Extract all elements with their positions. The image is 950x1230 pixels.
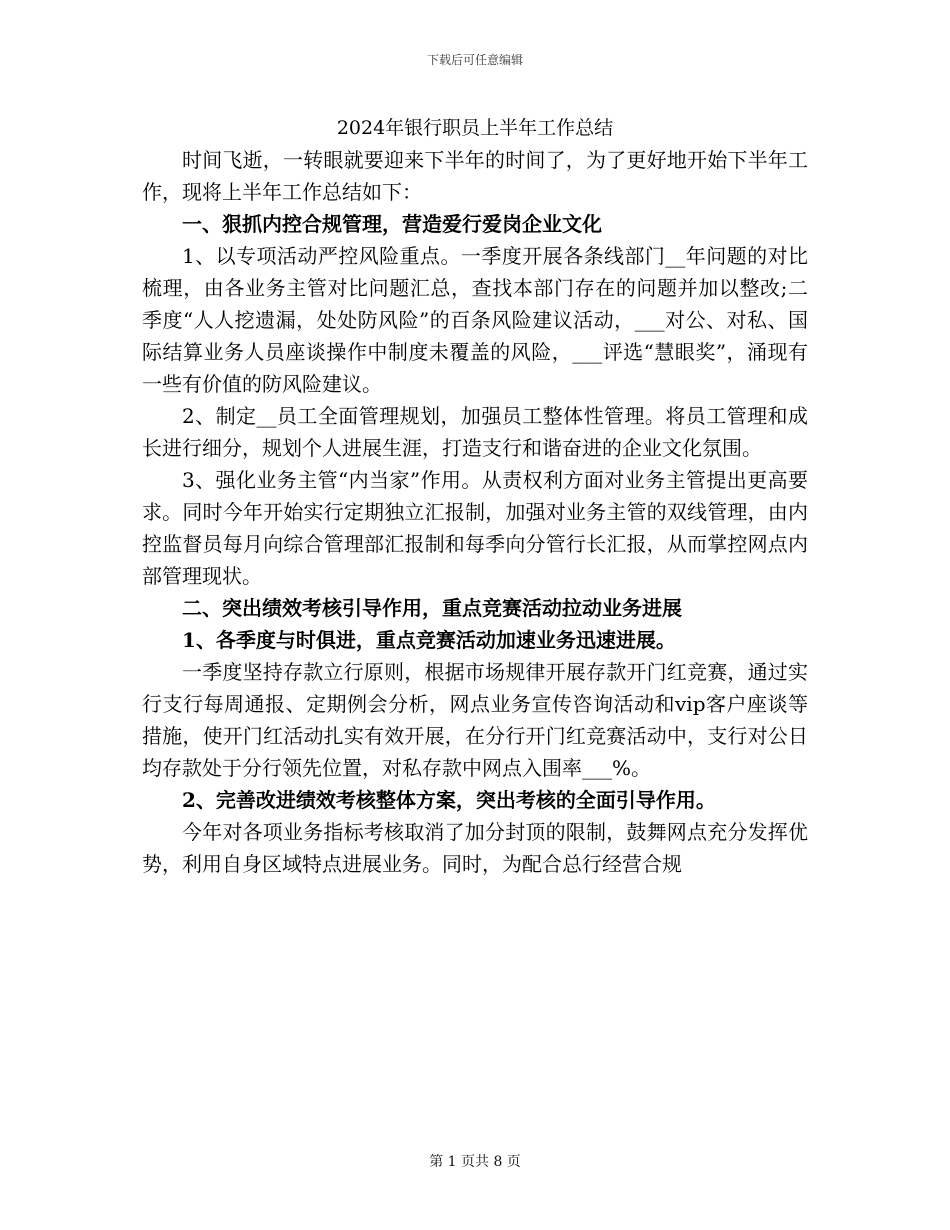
section-1-item-2: 2、制定__员工全面管理规划，加强员工整体性管理。将员工管理和成长进行细分，规划个人进展生涯，打造支行和谐奋进的企业文化氛围。 bbox=[142, 404, 808, 460]
section-1-item-1: 1、以专项活动严控风险重点。一季度开展各条线部门__年问题的对比梳理，由各业务主管对比问题汇总，查找本部门存在的问题并加以整改;二季度“人人挖遗漏，处处防风险”的百条风险建议活动，___对公、对私、国际结算业务人员座谈操作中制度未覆盖的风险，___评选“慧眼奖”，涌现有一些有价值的防风险建议。 bbox=[142, 244, 808, 396]
page-header-note: 下载后可任意编辑 bbox=[426, 53, 523, 67]
section-2-subheading-1: 1、各季度与时俱进，重点竞赛活动加速业务迅速进展。 bbox=[182, 628, 676, 652]
section-2-paragraph-2: 今年对各项业务指标考核取消了加分封顶的限制，鼓舞网点充分发挥优势，利用自身区域特点进展业务。同时，为配合总行经营合规 bbox=[142, 820, 808, 876]
section-1-heading: 一、狠抓内控合规管理，营造爱行爱岗企业文化 bbox=[182, 212, 602, 236]
intro-paragraph: 时间飞逝，一转眼就要迎来下半年的时间了，为了更好地开始下半年工作，现将上半年工作总结如下： bbox=[142, 148, 808, 204]
document-title: 2024年银行职员上半年工作总结 bbox=[336, 117, 614, 139]
document-body bbox=[142, 112, 808, 880]
section-1-item-3: 3、强化业务主管“内当家”作用。从责权利方面对业务主管提出更高要求。同时今年开始实行定期独立汇报制，加强对业务主管的双线管理，由内控监督员每月向综合管理部汇报制和每季向分管行长汇报，从而掌控网点内部管理现状。 bbox=[142, 468, 808, 588]
page-footer-page-number: 第 1 页共 8 页 bbox=[429, 1154, 521, 1170]
section-2-heading: 二、突出绩效考核引导作用，重点竞赛活动拉动业务进展 bbox=[182, 596, 682, 620]
section-2-subheading-2: 2、完善改进绩效考核整体方案，突出考核的全面引导作用。 bbox=[182, 788, 716, 812]
section-2-paragraph-1: 一季度坚持存款立行原则，根据市场规律开展存款开门红竞赛，通过实行支行每周通报、定期例会分析，网点业务宣传咨询活动和vip客户座谈等措施，使开门红活动扎实有效开展，在分行开门红竞赛活动中，支行对公日均存款处于分行领先位置，对私存款中网点入围率___%。 bbox=[142, 660, 808, 780]
